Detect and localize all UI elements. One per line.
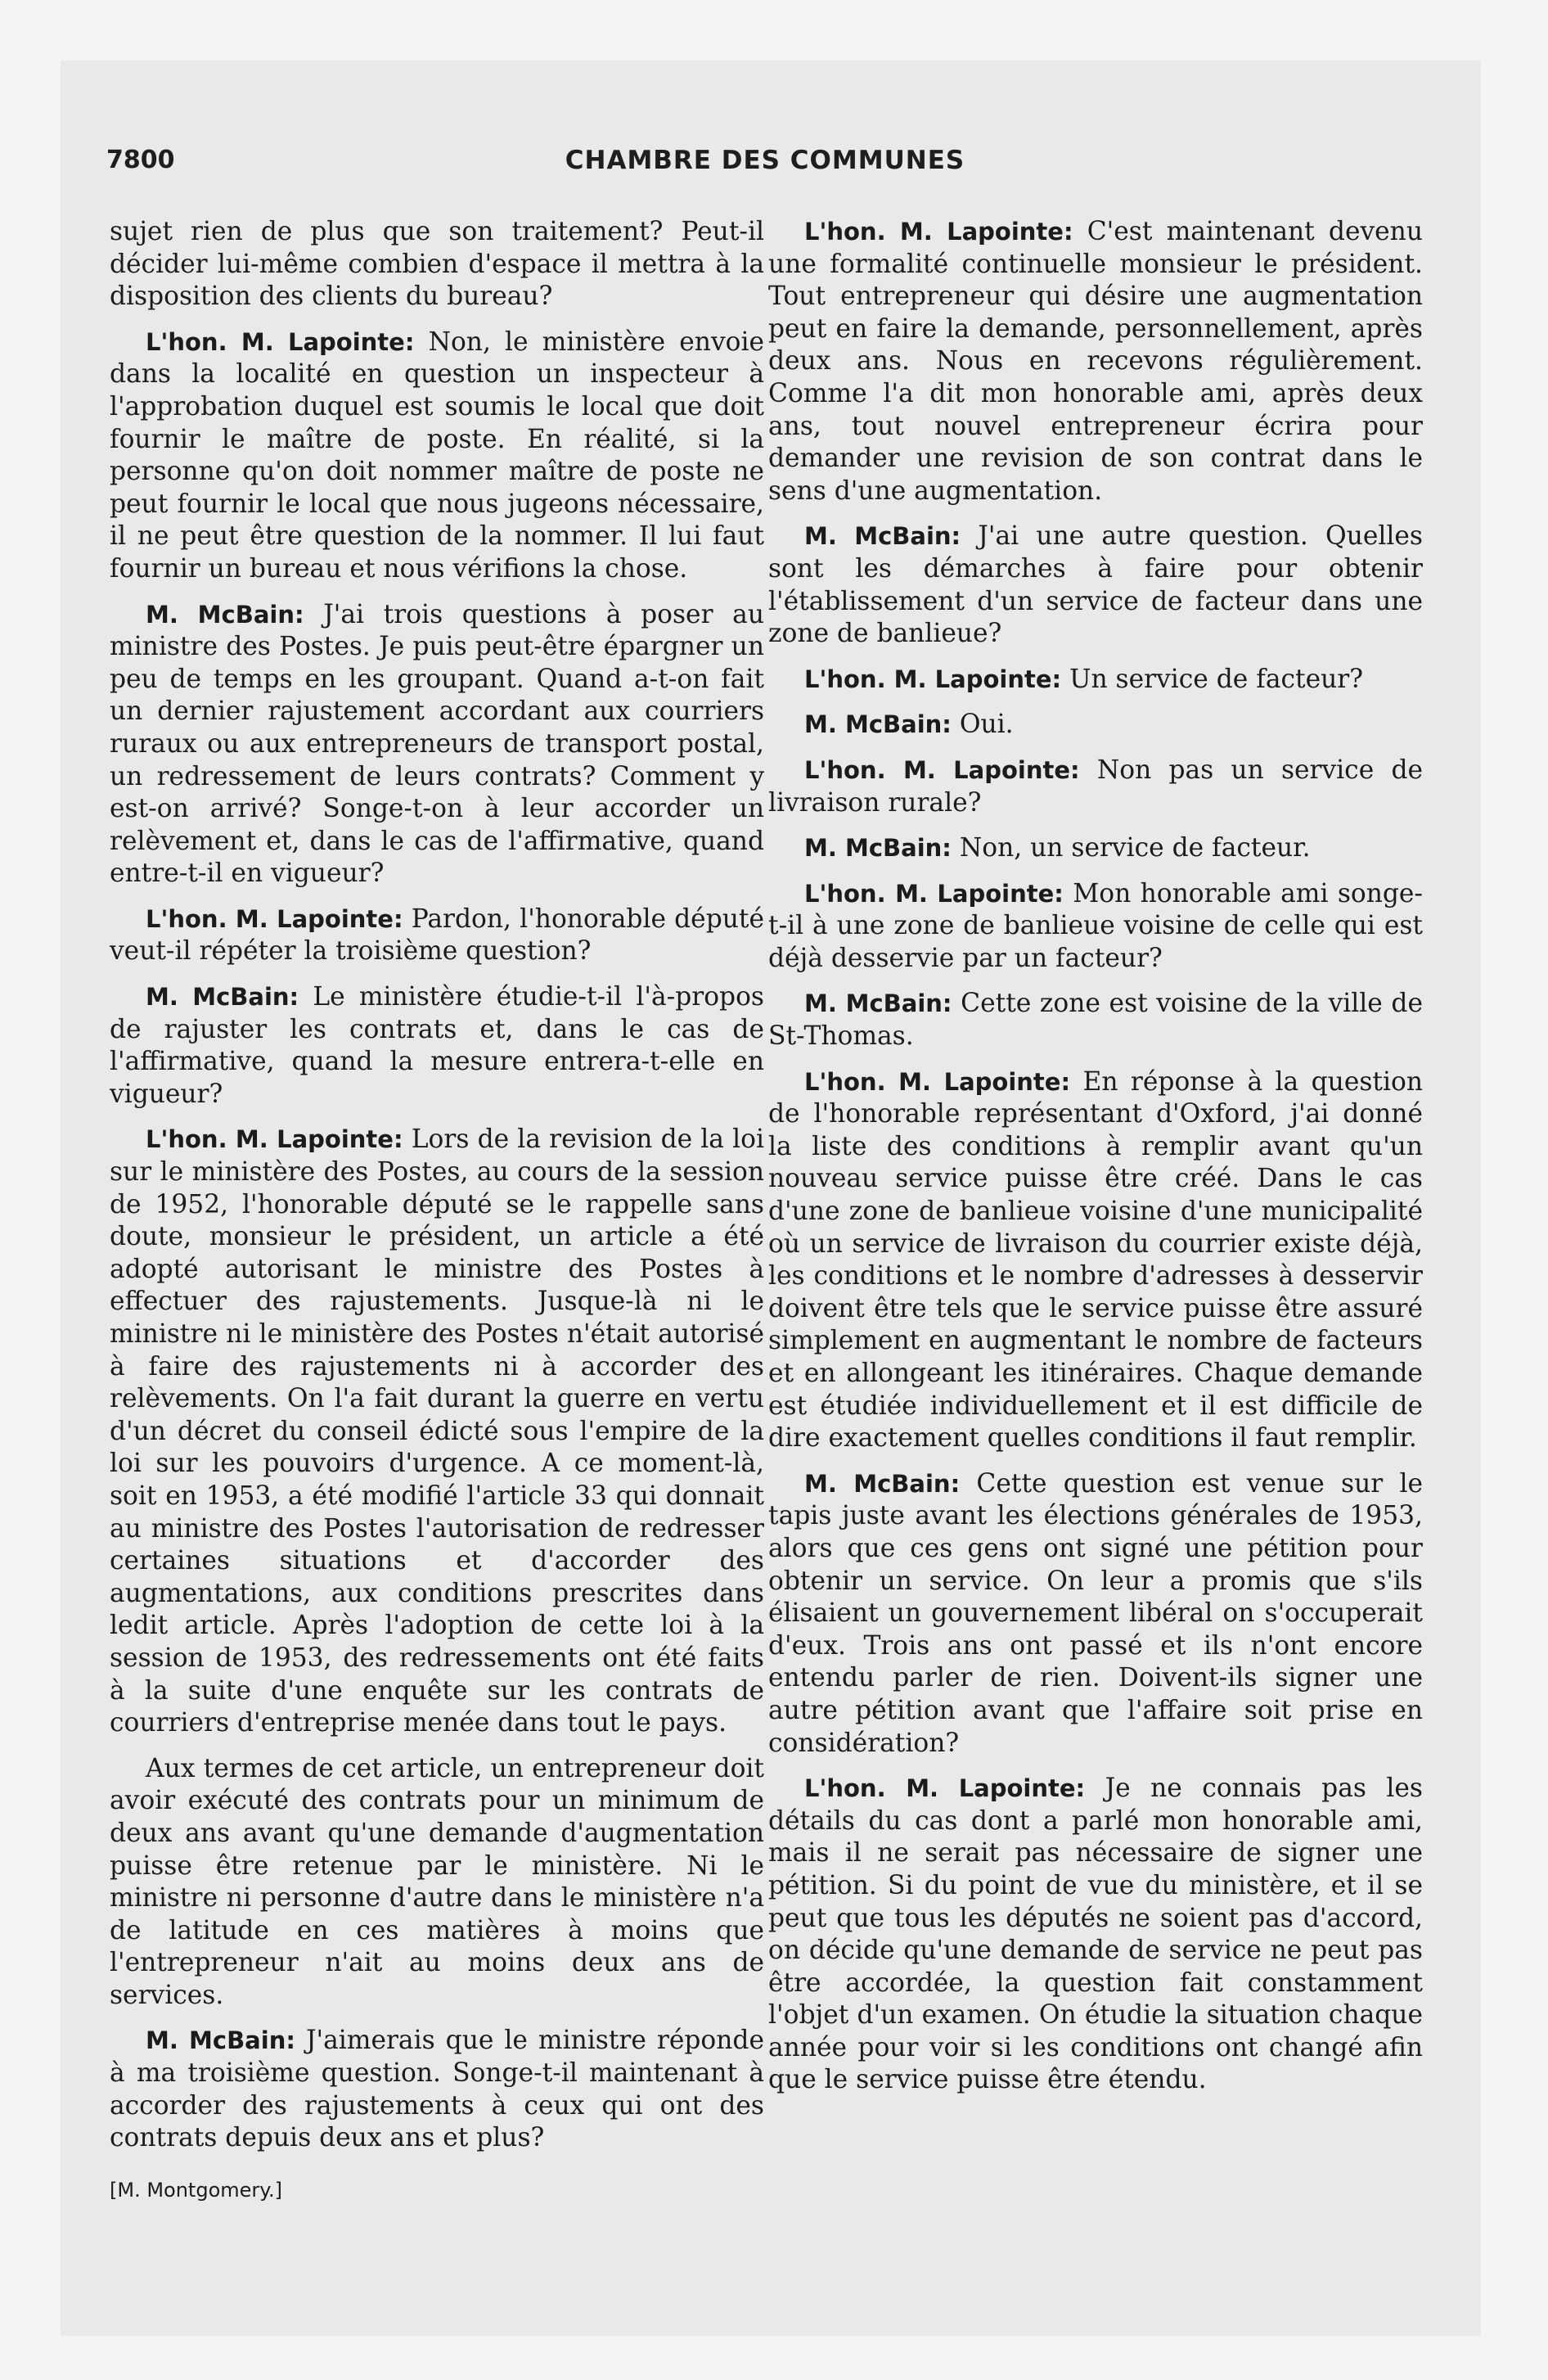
speaker-name: L'hon. M. Lapointe: xyxy=(146,1125,403,1154)
paragraph: L'hon. M. Lapointe: Mon honorable ami songe-t-il à une zone de banlieue voisine de celle qui est déjà desservie par un facteur? xyxy=(768,878,1424,973)
paragraph: M. McBain: Cette question est venue sur le tapis juste avant les élections générales de 1953, alors que ces gens ont signé une pétition pour obtenir un service. On leur a promis que s'ils élisaient un gouvernement libéral on s'occuperait d'eux. Trois ans ont passé et ils n'ont encore entendu parler de rien. Doivent-ils signer une autre pétition avant que l'affaire soit prise en considération? xyxy=(768,1468,1423,1758)
paragraph: L'hon. M. Lapointe: Un service de facteur? xyxy=(804,664,1364,694)
paragraph: M. McBain: Le ministère étudie-t-il l'à-propos de rajuster les contrats et, dans le cas de l'affirmative, quand la mesure entrera-t-elle en vigueur? xyxy=(110,982,764,1109)
page-number: 7800 xyxy=(106,146,175,174)
speaker-name: L'hon. M. Lapointe: xyxy=(804,1067,1071,1096)
speaker-name: M. McBain: xyxy=(146,983,299,1012)
speaker-name: M. McBain: xyxy=(804,834,952,863)
paragraph: Aux termes de cet article, un entrepreneur doit avoir exécuté des contrats pour un minimum de deux ans avant qu'une demande d'augmentation puisse être retenue par le ministère. Ni le ministre ni personne d'autre dans le ministère n'a de latitude en ces matières à moins que l'entrepreneur n'ait au moins deux ans de services. xyxy=(110,1753,764,2010)
speaker-name: M. McBain: xyxy=(804,1469,961,1498)
speaker-name: L'hon. M. Lapointe: xyxy=(804,1774,1086,1803)
paragraph: L'hon. M. Lapointe: En réponse à la question de l'honorable représentant d'Oxford, j'ai donné la liste des conditions à remplir avant qu'un nouveau service puisse être créé. Dans le cas d'une zone de banlieue voisine d'une municipalité où un service de livraison du courrier existe déjà, les conditions et le nombre d'adresses à desservir doivent être tels que le service puisse être assuré simplement en augmentant le nombre de facteurs et en allongeant les itinéraires. Chaque demande est étudiée individuellement et il est difficile de dire exactement quelles conditions il faut remplir. xyxy=(768,1066,1423,1454)
speaker-name: L'hon. M. Lapointe: xyxy=(804,755,1080,784)
speaker-name: M. McBain: xyxy=(146,600,304,629)
speaker-name: L'hon. M. Lapointe: xyxy=(804,879,1064,908)
paragraph: M. McBain: J'ai trois questions à poser au ministre des Postes. Je puis peut-être épargner un peu de temps en les groupant. Quand a-t-on fait un dernier rajustement accordant aux courriers ruraux ou aux entrepreneurs de transport postal, un redressement de leurs contrats? Comment y est-on arrivé? Songe-t-on à leur accorder un relèvement et, dans le cas de l'affirmative, quand entre-t-il en vigueur? xyxy=(110,599,764,889)
paragraph: L'hon. M. Lapointe: Pardon, l'honorable député veut-il répéter la troisième question? xyxy=(110,904,764,967)
page-title: CHAMBRE DES COMMUNES xyxy=(565,146,965,175)
paragraph: sujet rien de plus que son traitement? Peut-il décider lui-même combien d'espace il mettra à la disposition des clients du bureau? xyxy=(110,217,764,312)
speaker-name: L'hon. M. Lapointe: xyxy=(146,904,403,933)
speaker-name: M. McBain: xyxy=(804,710,952,739)
paragraph: M. McBain: Oui. xyxy=(804,710,1014,740)
paragraph: L'hon. M. Lapointe: Je ne connais pas les détails du cas dont a parlé mon honorable ami, mais il ne serait pas nécessaire de signer une pétition. Si du point de vue du ministère, et il se peut que tous les députés ne soient pas d'accord, on décide qu'une demande de service ne peut pas être accordée, la question fait constamment l'objet d'un examen. On étudie la situation chaque année pour voir si les conditions ont changé afin que le service puisse être étendu. xyxy=(768,1774,1423,2095)
speaker-name: M. McBain: xyxy=(146,2026,295,2055)
paragraph: M. McBain: J'aimerais que le ministre réponde à ma troisième question. Songe-t-il maintenant à accorder des rajustements à ceux qui ont des contrats depuis deux ans et plus? xyxy=(110,2026,764,2153)
right-column xyxy=(768,216,1423,2110)
speaker-name: M. McBain: xyxy=(804,989,952,1018)
paragraph: M. McBain: J'ai une autre question. Quelles sont les démarches à faire pour obtenir l'établissement d'un service de facteur dans une zone de banlieue? xyxy=(768,521,1423,649)
speaker-name: M. McBain: xyxy=(804,522,961,551)
paragraph: L'hon. M. Lapointe: C'est maintenant devenu une formalité continuelle monsieur le président. Tout entrepreneur qui désire une augmentation peut en faire la demande, personnellement, après deux ans. Nous en recevons régulièrement. Comme l'a dit mon honorable ami, après deux ans, tout nouvel entrepreneur écrira pour demander une revision de son contrat dans le sens d'une augmentation. xyxy=(768,217,1423,506)
page-header xyxy=(106,146,1424,195)
footer-note: [M. Montgomery.] xyxy=(110,2178,283,2202)
paragraph: M. McBain: Non, un service de facteur. xyxy=(804,833,1311,863)
left-column xyxy=(110,216,764,2220)
paragraph: L'hon. M. Lapointe: Lors de la revision de la loi sur le ministère des Postes, au cours de la session de 1952, l'honorable député se le rappelle sans doute, monsieur le président, un article a été adopté autorisant le ministre des Postes à effectuer des rajustements. Jusque-là ni le ministre ni le ministère des Postes n'était autorisé à faire des rajustements ni à accorder des relèvements. On l'a fait durant la guerre en vertu d'un décret du conseil édicté sous l'empire de la loi sur les pouvoirs d'urgence. A ce moment-là, soit en 1953, a été modifié l'article 33 qui donnait au ministre des Postes l'autorisation de redresser certaines situations et d'accorder des augmentations, aux conditions prescrites dans ledit article. Après l'adoption de cette loi à la session de 1953, des redressements ont été faits à la suite d'une enquête sur les contrats de courriers d'entreprise menée dans tout le pays. xyxy=(110,1125,765,1738)
speaker-name: L'hon. M. Lapointe: xyxy=(804,218,1073,246)
paragraph: M. McBain: Cette zone est voisine de la ville de St-Thomas. xyxy=(768,989,1423,1052)
paragraph: L'hon. M. Lapointe: Non pas un service de livraison rurale? xyxy=(768,755,1423,818)
page xyxy=(61,61,1481,2336)
speaker-name: L'hon. M. Lapointe: xyxy=(804,665,1062,693)
paragraph: L'hon. M. Lapointe: Non, le ministère envoie dans la localité en question un inspecteur à l'approbation duquel est soumis le local que doit fournir le maître de poste. En réalité, si la personne qu'on doit nommer maître de poste ne peut fournir le local que nous jugeons nécessaire, il ne peut être question de la nommer. Il lui faut fournir un bureau et nous vérifions la chose. xyxy=(110,327,764,584)
speaker-name: L'hon. M. Lapointe: xyxy=(146,327,415,356)
